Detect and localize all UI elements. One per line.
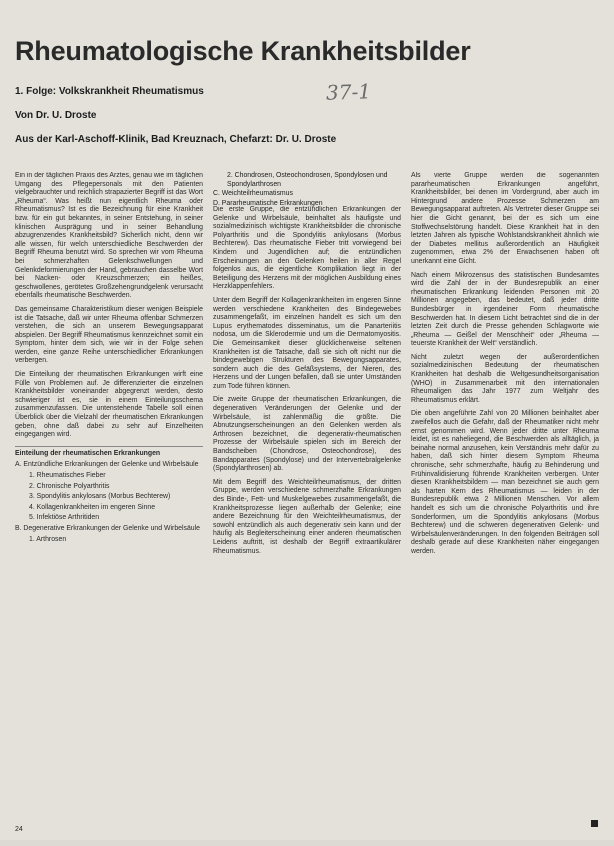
- classification-box-heading: Einteilung der rheumatischen Erkrankungen: [15, 446, 203, 459]
- list-item: 3. Spondylitis ankylosans (Morbus Bechterew): [29, 493, 171, 501]
- classification-list: [15, 461, 203, 544]
- paragraph: Ein in der täglichen Praxis des Arztes, genau wie im täglichen Umgang des Pflegepersonals mit den Patienten vielgebrauchter und reichlich strapazierter Begriff ist das Wort „Rheuma“. Was heißt nun eigentlich Rheuma oder Rheumatismus? Ist es die Bezeichnung für eine Krankheit bzw. für ein gut bekanntes, in seiner Entstehung, in seiner klinischen Ausprägung und in seiner Behandlung abzugrenzendes Krankheitsbild? Sicherlich nicht, denn wir alle wissen, für welch unterschiedliche Beschwerden der Begriff Rheuma benutzt wird. So sprechen wir vom Rheuma bei schmerzhaften Gelenkschwellungen und Gelenkdeformierungen der Hand, gebrauchen dasselbe Wort bei Nacken- oder Kreuzschmerzen; ein heißes, geschwollenes, gerötetes Großzehengrundgelenk verursacht ebenfalls rheumatische Beschwerden.: [15, 172, 203, 300]
- text-column-1: [15, 172, 203, 822]
- end-of-article-mark: [591, 820, 598, 827]
- list-item: C. Weichteilrheumatismus: [213, 190, 293, 198]
- paragraph: Die oben angeführte Zahl von 20 Millionen beinhaltet aber zweifellos auch die Gefahr, daß der Rheumatiker nicht mehr ernst genommen wird. Wenn jeder dritte unter Rheuma leidet, ist es naheliegend, die Beschwerden als alltäglich, ja beinahe normal anzusehen, kein Verständnis mehr dafür zu haben, daß sich hinter diesem Symptom Rheuma chronische, sehr schmerzhafte, häufig zu Behinderung und Frühinvalidisierung führende Krankheiten verbergen. Unter diesen Krankheitsbildern — man bezeichnet sie auch gern als harten Kern des Rheumatismus — leiden in der Bundesrepublik etwa 2 Millionen Menschen. Vor allem handelt es sich um die chronische Polyarthritis und ihre Sonderformen, um die Spondylitis ankylosans (Morbus Bechterew) und die schweren degenerativen Gelenk- und Wirbelsäulenveränderungen. In den folgenden Beiträgen soll deshalb gerade auf diese Krankheiten näher eingegangen werden.: [411, 410, 599, 555]
- classification-list-continued: [213, 172, 401, 209]
- list-item: B. Degenerative Erkrankungen der Gelenke und Wirbelsäule: [15, 524, 201, 532]
- paragraph: Die zweite Gruppe der rheumatischen Erkrankungen, die degenerativen Veränderungen der Gelenke und der Wirbelsäule, ist zahlenmäßig die größte. Die Abnutzungserscheinungen an den Gelenken werden als Arthrosen bezeichnet, die degenerativ-rheumatischen Prozesse der Wirbelsäule spielen sich im Bereich der Bandscheiben (Chondrose, Osteochondrose), des Bandapparates (Spondylose) und der Intervertebralgelenke (Spondylarthrosen) ab.: [213, 396, 401, 473]
- list-item: 2. Chondrosen, Osteochondrosen, Spondylosen und Spondylarthrosen: [227, 172, 388, 188]
- list-item: 1. Rheumatisches Fieber: [29, 472, 106, 479]
- list-item: 1. Arthrosen: [29, 535, 67, 543]
- paragraph: Unter dem Begriff der Kollagenkrankheiten im engeren Sinne werden verschiedene Krankheiten des Bindegewebes zusammengefaßt, im einzelnen handelt es sich um den Lupus erythematodes disseminatus, um die Panarteriitis nodosa, um die Sklerodermie und um die Dermatomyositis. Die Gemeinsamkeit dieser glücklicherweise seltenen Krankheiten ist die Tatsache, daß sie sich oft nicht nur die bindegewebigen Strukturen des Bewegungsapparates, sondern auch die des Gefäßsystems, der Nieren, des Herzens und der Lungen befallen, daß sie unter Umständen zum Tode führen können.: [213, 296, 401, 390]
- paragraph: Nicht zuletzt wegen der außerordentlichen sozialmedizinischen Bedeutung der rheumatischen Krankheiten hat deshalb die Weltgesundheitsorganisation (WHO) in Zusammenarbeit mit den internationalen Rheumaligen das Jahr 1977 zum Weltjahr des Rheumatismus erklärt.: [411, 353, 599, 404]
- paragraph: Nach einem Mikrozensus des statistischen Bundesamtes wird die Zahl der in der Bundesrepublik an einer rheumatischen Erkrankung leidenden Personen mit 20 Millionen angegeben, das bedeutet, daß jeder dritte Bundesbürger in irgendeiner Form rheumatische Beschwerden hat. In diesem Licht betrachtet sind die in der letzten Zeit durch die Presse gehenden Schlagworte wie „Rheuma — Geißel der Menschheit“ oder „Rheuma — teuerste Krankheit der Welt“ verständlich.: [411, 271, 599, 348]
- text-column-3: [411, 172, 599, 837]
- article-author: Von Dr. U. Droste: [15, 110, 97, 121]
- list-item: 2. Chronische Polyarthritis: [29, 482, 110, 490]
- handwritten-note: 37-1: [325, 79, 372, 105]
- paragraph: Die erste Gruppe, die entzündlichen Erkrankungen der Gelenke und Wirbelsäule, beinhaltet als häufigste und sozialmedizinisch wichtigste Krankheitsbilder die chronische Polyarthritis und die Spondylitis ankylosans (Morbus Bechterew). Das rheumatische Fieber tritt vorwiegend bei Kindern und Jugendlichen auf; die entzündlichen Erscheinungen an den Gelenken heilen in aller Regel folgenlos aus, die eigentliche Komplikation liegt in der Beteiligung des Herzens mit der möglichen Ausbildung eines Herzklappenfehlers.: [213, 206, 401, 291]
- list-item: A. Entzündliche Erkrankungen der Gelenke und Wirbelsäule: [15, 461, 199, 469]
- paragraph: Als vierte Gruppe werden die sogenannten pararheumatischen Erkrankungen angeführt, Krankheitsbilder, bei denen im Vordergrund, aber auch im Hintergrund andere Prozesse Schmerzen am Bewegungsapparat auftreten. Als Vertreter dieser Gruppe sei hier die Gicht genannt, bei der es sich um eine Stoffwechselstörung handelt. Diese Krankheit hat in den letzten Jahren als typische Wohlstandskrankheit ähnlich wie der Diabetes mellitus außerordentlich an Häufigkeit zugenommen, etwa 2% der Erwachsenen haben oft unerkannt eine Gicht.: [411, 172, 599, 265]
- paragraph: Die Einteilung der rheumatischen Erkrankungen wirft eine Fülle von Problemen auf. Je differenzierter die einzelnen Krankheitsbilder voneinander abgegrenzt werden, desto schwieriger ist es, sie in einem Einteilungsschema zusammenzufassen. Die untenstehende Tabelle soll einen Überblick über die Vielzahl der rheumatischen Erkrankungen geben, ohne daß dabei zu sehr auf Einzelheiten eingegangen wird.: [15, 371, 203, 439]
- list-item: D. Pararheumatische Erkrankungen: [213, 199, 323, 207]
- list-item: 5. Infektiöse Arthritiden: [29, 514, 100, 522]
- article-title: Rheumatologische Krankheitsbilder: [15, 36, 471, 66]
- article-subtitle: 1. Folge: Volkskrankheit Rheumatismus: [15, 86, 204, 97]
- page-number: 24: [15, 826, 23, 833]
- list-item: 4. Kollagenkrankheiten im engeren Sinne: [29, 503, 156, 511]
- paragraph: Das gemeinsame Charakteristikum dieser wenigen Beispiele ist die Tatsache, daß wir unter Rheuma offenbar Schmerzen verstehen, die sich an unserem Bewegungsapparat abspielen. Der Begriff Rheumatismus kennzeichnet somit ein Symptom, hinter dem sich, wie wir in der Folge sehen werden, eine ganze Reihe unterschiedlicher Erkrankungen verbergen.: [15, 305, 203, 365]
- paragraph: Mit dem Begriff des Weichteilrheumatismus, der dritten Gruppe, werden verschiedene schmerzhafte Erkrankungen des Binde-, Fett- und Muskelgewebes zusammengefaßt, die Krankheitsprozesse liegen außerhalb der Gelenke; eine andere Bezeichnung für den Weichteilrheumatismus, der sowohl entzündlich als auch degenerativ sein kann und der häufig als Begleiterscheinung einer anderen rheumatischen Leidens auftritt, ist deshalb der Begriff extraartikulärer Rheumatismus.: [213, 478, 401, 555]
- text-column-2: [213, 206, 401, 846]
- article-affiliation: Aus der Karl-Aschoff-Klinik, Bad Kreuznach, Chefarzt: Dr. U. Droste: [15, 134, 337, 145]
